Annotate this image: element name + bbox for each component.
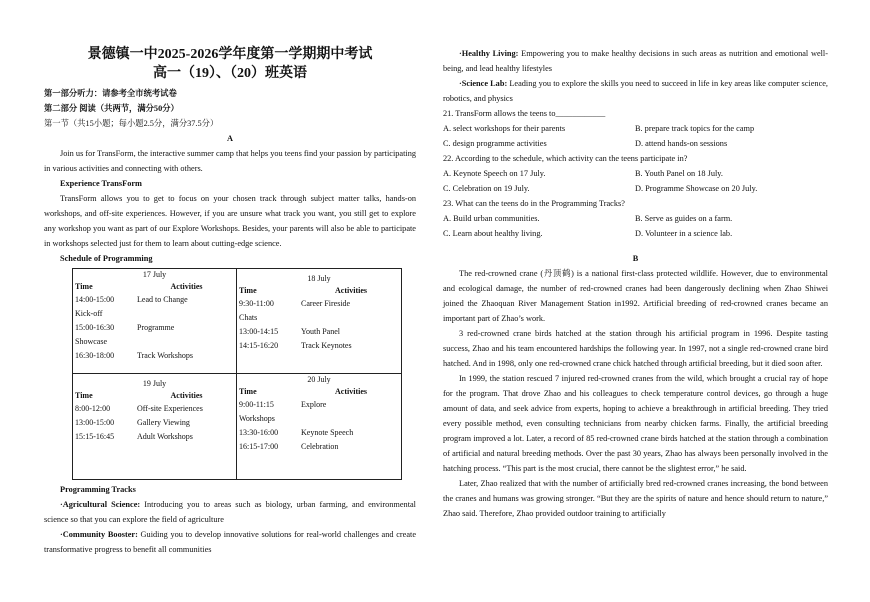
passage-b-p1: The red-crowned crane (丹顶鹤) is a national first-class protected wildlife. However, due to environmental and ecological damage, the number of red-crowned cranes had been dangerously declining when Zhao Shiwei joined the Zhaoquan River Management Station in1992. Artificial breeding of red-crowned cranes became an important part of Zhao’s work. (443, 269, 828, 323)
schedule-row (73, 293, 236, 307)
option-c[interactable]: C. Celebration on 19 July. (443, 184, 530, 193)
option-d[interactable]: D. attend hands-on sessions (635, 139, 728, 148)
schedule-rows (73, 402, 236, 444)
option-b[interactable]: B. Serve as guides on a farm. (635, 214, 733, 223)
schedule-activity: Celebration (301, 442, 339, 451)
passage-a-label: A (227, 134, 233, 143)
question-21 (443, 106, 828, 151)
question-stem: 21. TransForm allows the teens to____________ (443, 109, 606, 118)
schedule-activity: Track Workshops (137, 351, 194, 360)
schedule-time: 13:00-15:00 (75, 418, 115, 427)
schedule-time: 14:00-15:00 (75, 295, 115, 304)
options-row (443, 181, 828, 196)
passage-a-intro: Join us for TransForm, the interactive summer camp that helps you teens find your passion by participating in various activities and connecting with others. (44, 149, 416, 173)
schedule-time: 13:00-14:15 (239, 327, 279, 336)
exam-subtitle: 高一（19）、（20）班英语 (153, 66, 307, 81)
options-row (443, 166, 828, 181)
schedule-day-17 (73, 269, 237, 374)
option-d[interactable]: D. Programme Showcase on 20 July. (635, 184, 758, 193)
schedule-time: 15:15-16:45 (75, 432, 115, 441)
schedule-activity (301, 311, 401, 325)
schedule-activity: Career Fireside (301, 299, 351, 308)
schedule-table (72, 268, 402, 480)
tracks-heading: Programming Tracks (60, 485, 136, 494)
schedule-header (73, 390, 236, 402)
track-agricultural (44, 497, 416, 527)
schedule-row (237, 440, 401, 454)
schedule-row (237, 426, 401, 440)
option-b[interactable]: B. Youth Panel on 18 July. (635, 169, 723, 178)
schedule-activity: Explore (301, 400, 327, 409)
passage-b-p4: Later, Zhao realized that with the number of artificially bred red-crowned cranes increasing, the bond between the cranes and humans was growing stronger. “But they are the spirits of nature and hence should return to nature,” Zhao said. Therefore, Zhao provided outdoor training to artificially (443, 479, 828, 518)
part1-heading: 第一部分听力：请参考全市统考试卷 (44, 89, 177, 98)
experience-body: TransForm allows you to get to focus on your chosen track through subject matter talks, hands-on workshops, and off-site experiences. However, if you are unsure what track you want, you still get to explore any workshop you want as part of our Explore Workshops. Besides, your parents will also be able to participate in workshops selected just for them to learn about cutting-edge science. (44, 194, 416, 248)
options-row (443, 226, 828, 241)
schedule-row (237, 339, 401, 353)
schedule-row (73, 307, 236, 321)
schedule-row (237, 412, 401, 426)
option-a[interactable]: A. select workshops for their parents (443, 124, 566, 133)
activities-header: Activities (170, 282, 203, 291)
schedule-date: 17 July (142, 270, 167, 279)
schedule-time: Workshops (239, 414, 275, 423)
question-23 (443, 196, 828, 241)
schedule-activity: Programme (137, 323, 175, 332)
right-column (443, 46, 828, 521)
schedule-time: 14:15-16:20 (239, 341, 279, 350)
schedule-row (73, 416, 236, 430)
schedule-row (73, 349, 236, 363)
schedule-row (73, 430, 236, 444)
schedule-rows (73, 293, 236, 363)
track-text: Guiding you to develop innovative solutions for real-world challenges and create transformative progress to benefit all communities (44, 530, 417, 554)
schedule-time: 8:00-12:00 (75, 404, 111, 413)
schedule-activity (301, 412, 401, 426)
schedule-activity (137, 307, 236, 321)
schedule-date: 18 July (307, 274, 331, 283)
track-text: Leading you to explore the skills you need to succeed in life in key areas like computer science, robotics, and physics (443, 79, 829, 103)
time-header: Time (239, 286, 257, 295)
schedule-row (237, 398, 401, 412)
schedule-time: 15:00-16:30 (75, 323, 115, 332)
schedule-activity: Track Keynotes (301, 341, 352, 350)
option-c[interactable]: C. design programme activities (443, 139, 547, 148)
option-d[interactable]: D. Volunteer in a science lab. (635, 229, 733, 238)
schedule-header (237, 285, 401, 297)
schedule-activity: Off-site Experiences (137, 404, 203, 413)
schedule-row (73, 402, 236, 416)
schedule-day-20 (237, 374, 401, 479)
time-header: Time (75, 282, 93, 291)
option-a[interactable]: A. Keynote Speech on 17 July. (443, 169, 546, 178)
option-b[interactable]: B. prepare track topics for the camp (635, 124, 755, 133)
passage-b-p2: 3 red-crowned crane birds hatched at the station through his artificial program in 1996. Despite tasting success, Zhao and his team encountered hardships the following year. In 1997, not a single red-crowned crane bird hatched. And in 1998, only one red-crowned crane chick hatched through artificial breeding, but it died soon after. (443, 329, 828, 368)
schedule-date: 20 July (307, 375, 331, 384)
schedule-header (73, 281, 236, 293)
schedule-day-18 (237, 269, 401, 374)
track-text: Introducing you to areas such as biology, urban farming, and environmental science so that you can explore the field of agriculture (44, 500, 416, 524)
schedule-activity: Adult Workshops (137, 432, 193, 441)
schedule-time: 9:30-11:00 (239, 299, 274, 308)
option-a[interactable]: A. Build urban communities. (443, 214, 540, 223)
track-healthy (443, 46, 828, 76)
activities-header: Activities (170, 391, 203, 400)
question-stem: 22. According to the schedule, which activity can the teens participate in? (443, 154, 688, 163)
schedule-row (73, 321, 236, 335)
experience-heading: Experience TransForm (60, 179, 142, 188)
schedule-row (237, 311, 401, 325)
passage-b-p3: In 1999, the station rescued 7 injured red-crowned cranes from the wild, which brought a crucial ray of hope for the program. That drove Zhao and his colleagues to check temperature control devices, go through a huge amount of data, and seek advice from experts, hoping to achieve a breakthrough in artificial breeding. They tried every possible method, even consulting technicians from nearby chicken farms. Finally, the artificial breeding program improved a lot. Later, a record of 85 red-crowned crane birds hatched at the station through a combination of artificial and natural breeding methods. Over the past 30 years, Zhao has always been personally involved in the hatching process. “This part is the most crucial, there cannot be the slightest error,” he said. (443, 374, 828, 473)
schedule-day-19 (73, 374, 237, 479)
left-column (44, 46, 416, 557)
schedule-row (237, 297, 401, 311)
track-community (44, 527, 416, 557)
schedule-activity: Keynote Speech (301, 428, 354, 437)
schedule-time: Kick-off (75, 309, 103, 318)
question-22 (443, 151, 828, 196)
track-science (443, 76, 828, 106)
schedule-title: Schedule of Programming (60, 254, 153, 263)
option-c[interactable]: C. Learn about healthy living. (443, 229, 543, 238)
track-name: ·Community Booster: (60, 530, 138, 539)
schedule-time: 16:30-18:00 (75, 351, 115, 360)
schedule-row (237, 325, 401, 339)
track-name: ·Healthy Living: (459, 49, 519, 58)
passage-b-label: B (632, 254, 639, 263)
schedule-rows (237, 398, 401, 454)
options-row (443, 121, 828, 136)
exam-title: 景德镇一中2025-2026学年度第一学期期中考试 (87, 47, 373, 62)
schedule-header (237, 386, 401, 398)
schedule-time: Showcase (75, 337, 107, 346)
schedule-time: 13:30-16:00 (239, 428, 279, 437)
schedule-date: 19 July (142, 379, 167, 388)
track-name: ·Agricultural Science: (60, 500, 141, 509)
schedule-activity: Gallery Viewing (137, 418, 190, 427)
activities-header: Activities (335, 387, 367, 396)
schedule-rows (237, 297, 401, 353)
options-row (443, 136, 828, 151)
schedule-row (73, 335, 236, 349)
options-row (443, 211, 828, 226)
schedule-activity: Lead to Change (137, 295, 188, 304)
schedule-activity (137, 335, 236, 349)
schedule-activity: Youth Panel (301, 327, 340, 336)
time-header: Time (239, 387, 257, 396)
schedule-time: Chats (239, 313, 258, 322)
time-header: Time (75, 391, 93, 400)
schedule-time: 16:15-17:00 (239, 442, 279, 451)
track-name: ·Science Lab: (459, 79, 508, 88)
section1-heading: 第一节（共15小题；每小题2.5分，满分37.5分） (44, 119, 219, 128)
schedule-time: 9:00-11:15 (239, 400, 274, 409)
question-stem: 23. What can the teens do in the Programming Tracks? (443, 199, 625, 208)
track-text: Empowering you to make healthy decisions in such areas as nutrition and emotional well-being, and lead healthy lifestyles (443, 49, 828, 73)
activities-header: Activities (335, 286, 367, 295)
part2-heading: 第二部分 阅读（共两节，满分50分） (44, 104, 179, 113)
